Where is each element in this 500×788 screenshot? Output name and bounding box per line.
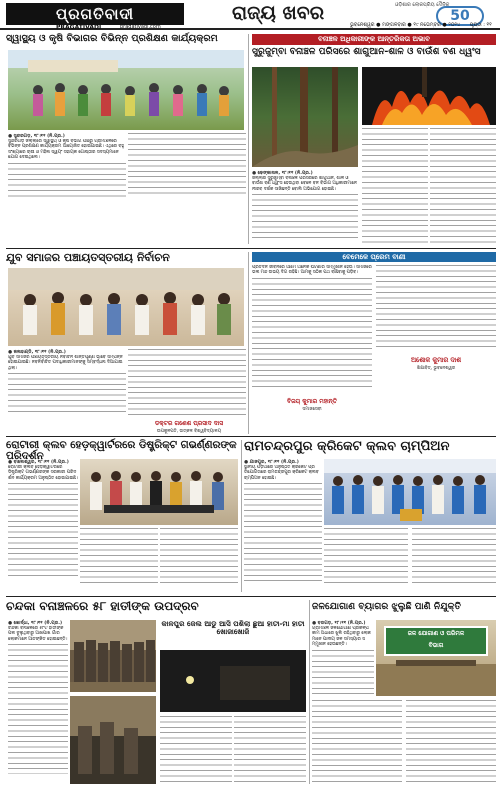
- forest-photo-art: [252, 67, 358, 167]
- story2-body-text: ଜିଲ୍ଲାର ସୁରୁଜୁମ୍ବା ବନାଞ୍ଚଳ ପରିସରରେ ଶାଗୁଆନ, ଶାଳ ଓ ବାଉଁଶ ବଣ ଧ୍ୱଂସ ହେଉଥିବା ବେଳେ ବନ ବିଭାଗ ଅଧିକାରୀମାନେ ନୀରବ ଦର୍ଶକ ସାଜିଛନ୍ତି ବୋଲି ଅଭିଯୋଗ ହୋଇଛି।: [252, 176, 357, 192]
- column-separator-1: [248, 34, 249, 244]
- column-author2: ବିଜୟ କୁମାର ମହାନ୍ତି: [287, 398, 337, 405]
- story6-body-col2: [160, 716, 232, 784]
- story3-photo-art: [8, 268, 244, 346]
- divider-2: [6, 436, 496, 437]
- story4-body-text: ରୋଟାରୀ କ୍ଲବ ହେଡ଼କ୍ୱାର୍ଟରରେ ଡିଷ୍ଟ୍ରିକ୍ଟ ଗଭର୍ଣ୍ଣରଙ୍କ ସରକାରୀ ପରିଦର୍ଶନ କାର୍ଯ୍ୟକ୍ରମ ଅନୁଷ୍ଠିତ ହୋଇଯାଇଛି।: [8, 465, 78, 481]
- story5-body-col3: [412, 528, 496, 586]
- story6-dateline: ● ଖୋର୍ଦ୍ଧା, ୧୮।୧୧ (ନି.ପ୍ର.): [8, 621, 63, 626]
- sign-line1: ଜଳ ଯୋଗାଣ ଓ ପରିମଳ: [407, 630, 465, 637]
- water-photo-art: [376, 620, 496, 696]
- story7-body-col2: [312, 700, 402, 784]
- story5-body: [244, 465, 322, 585]
- column-body-col2: [376, 265, 496, 353]
- issue-date-text: ଭୁବନେଶ୍ୱର ● ମଙ୍ଗଳବାର ● ୧୯ ନଭେମ୍ବର ● ୨୦୨୪: [350, 22, 461, 28]
- story7-photo: [376, 620, 496, 696]
- column-separator-3: [241, 440, 242, 592]
- story4-headline: ରୋଟାରୀ କ୍ଲବ ହେଡ଼କ୍ୱାର୍ଟରରେ ଡିଷ୍ଟ୍ରିକ୍ଟ ଗଭର୍ଣ୍ଣରଙ୍କ ପରିଦର୍ଶନ: [6, 439, 237, 462]
- elephant-photo-art: [70, 620, 156, 692]
- section-title: ରାଜ୍ୟ ଖବର: [232, 2, 325, 24]
- story4-photo-art: [80, 459, 238, 525]
- story6-subheadline: କାଳପୁର ଜେଲ ଆଡୁ ଆସି ପଶିଲା ଛୁଆ ହାତୀ-ମା ହାତୀ ଖୋଜାଖୋଜି: [161, 619, 305, 636]
- story6-body-col3: [234, 716, 306, 784]
- logo-url: pragativadi.com: [120, 24, 161, 30]
- column-separator-2: [248, 252, 249, 434]
- column-author2-title: ସମାଜସେବୀ: [302, 407, 322, 412]
- story6-headline: ଚନ୍ଦକା ବନାଞ୍ଚଳରେ ୫୮ ହାତୀଙ୍କ ଉପଦ୍ରବ: [6, 599, 199, 613]
- story2-dateline: ● ଢେଙ୍କାନାଳ, ୧୮।୧୧ (ନି.ପ୍ର.): [252, 171, 313, 176]
- story1-photo-art: [8, 50, 244, 130]
- story1-headline-block: [6, 34, 246, 48]
- column-author1: ଡକ୍ଟର ଗଣେଶ ପ୍ରସାଦ ଦାସ: [154, 420, 224, 427]
- story2-photo-forest: [252, 67, 358, 167]
- masthead: [0, 0, 500, 30]
- story1-dateline: ● ସୁନ୍ଦରଗଡ଼, ୧୮।୧୧ (ନି.ପ୍ର.): [8, 134, 65, 139]
- story5-body-col2: [324, 528, 408, 586]
- story3-photo: [8, 268, 244, 346]
- story4-body: [8, 465, 78, 585]
- logo-subtitle: PRAGATIVADI: [56, 24, 102, 31]
- story6-body: [8, 626, 68, 784]
- story4-body-col2: [80, 528, 158, 586]
- story5-dateline: ● ଯାଜପୁର, ୧୮।୧୧ (ନି.ପ୍ର.): [244, 460, 299, 465]
- column-author1-block: [130, 420, 248, 434]
- story3-dateline: ● କଳାହାଣ୍ଡି, ୧୮।୧୧ (ନି.ପ୍ର.): [8, 350, 66, 355]
- story2-body-col3: [430, 128, 496, 246]
- column-author2-block: [252, 398, 372, 412]
- newspaper-logo: ପ୍ରଗତିବାଦୀ: [6, 3, 184, 25]
- story1-headline: ସ୍ୱାସ୍ଥ୍ୟ ଓ କୃଷି ବିଭାଗର ବିଭିନ୍ନ ପ୍ରଶିକ୍ଷଣ କାର୍ଯ୍ୟକ୍ରମ: [6, 33, 218, 44]
- story7-dateline: ● ବରଗଡ଼, ୧୮।୧୧ (ନି.ପ୍ର.): [312, 621, 366, 626]
- divider-3: [6, 596, 496, 597]
- story4-body-col3: [160, 528, 238, 586]
- story4-photo: [80, 459, 238, 525]
- story4-dateline: ● ବାଲେଶ୍ୱର, ୧୮।୧୧ (ନି.ପ୍ର.): [8, 460, 69, 465]
- masthead-tagline: ଓଡ଼ିଶାର ଲୋକପ୍ରିୟ ଦୈନିକ: [395, 2, 450, 8]
- story1-body-text: ସୁନ୍ଦରଗଡ଼ ଜିଲ୍ଲାରେ ସ୍ୱାସ୍ଥ୍ୟ ଓ କୃଷି ବିଭାଗ ପକ୍ଷରୁ ଗ୍ରାମାଞ୍ଚଳରେ ବିଭିନ୍ନ ପ୍ରଶିକ୍ଷଣ କାର୍ଯ୍ୟକ୍ରମ ଆୟୋଜିତ ହୋଇଯାଇଛି। ଏଥିରେ ବହୁ ସଂଖ୍ୟାରେ ଚାଷୀ ଓ ମହିଳା ସ୍ୱୟଂ ସହାୟକ ଗୋଷ୍ଠୀର ସଦସ୍ୟମାନେ ଯୋଗ ଦେଇଥିଲେ।: [8, 139, 124, 161]
- sign-line2: ବିଭାଗ: [428, 642, 444, 649]
- column-author3-title: ଶିକ୍ଷାବିତ୍, ଭୁବନେଶ୍ୱର: [416, 366, 456, 371]
- story7-body: [312, 626, 374, 696]
- elephant-photo3-art: [160, 650, 306, 712]
- story6-body-text: ଚନ୍ଦକା ବନାଞ୍ଚଳରେ ୫୮ଟି ହାତୀଙ୍କ ପଲ ବୁଲୁଥିବାରୁ ଆଖପାଖ ଗାଁର ଲୋକମାନେ ଆତଙ୍କିତ ହୋଇଛନ୍ତି।: [8, 626, 68, 642]
- divider-1: [6, 248, 496, 249]
- story2-headline: ସୁରୁଜୁମ୍ବା ବନାଞ୍ଚଳ ପରିସରେ ଶାଗୁଆନ-ଶାଳ ଓ ବାଉଁଶ ବଣ ଧ୍ୱଂସ: [252, 46, 481, 57]
- page-number: ପୃଷ୍ଠା : ୧୧: [469, 22, 492, 28]
- column-headline: ବେମେଳେ ପ୍ରେମ ବାଣୀ: [252, 252, 496, 262]
- story1-body-col2: [128, 133, 246, 199]
- story1-body: [8, 139, 126, 199]
- story7-body-text: ଗ୍ରାମାଞ୍ଚଳ ଜଳଯୋଗାଣ ପ୍ରକଳ୍ପ କାମ ଅଧାରେ ଝୁଲି ରହିଥିବାରୁ ଲୋକମାନେ ପାନୀୟ ଜଳ ସମସ୍ୟାର ସମ୍ମୁଖୀନ ହେଉଛନ୍ତି।: [312, 626, 371, 648]
- story6-photo-elephants: [70, 620, 156, 692]
- story5-body-text: ସ୍ଥାନୀୟ ପଡ଼ିଆରେ ଅନୁଷ୍ଠିତ କ୍ରିକେଟ ପ୍ରତିଯୋଗିତାରେ ରାମଚନ୍ଦ୍ରପୁର କ୍ରିକେଟ କ୍ଲବ ଚାମ୍ପିଅନ ହୋଇଛି।: [244, 465, 319, 481]
- story5-photo-art: [324, 459, 496, 525]
- story7-body-col3: [406, 700, 496, 784]
- story6-photo-3: [160, 650, 306, 712]
- story3-body-text: ଯୁବ ସମାଜର ପଞ୍ଚାୟତସ୍ତରୀୟ ନିର୍ବାଚନ ଶାନ୍ତିପୂର୍ଣ୍ଣ ଭାବେ ସମ୍ପନ୍ନ ହୋଇଯାଇଛି। ନବନିର୍ବାଚିତ ପଦାଧିକାରୀମାନଙ୍କୁ ସମ୍ବର୍ଦ୍ଧନା ଦିଆଯାଇଥିଲା।: [8, 355, 123, 371]
- issue-date: [350, 22, 492, 28]
- column-separator-4: [309, 600, 310, 784]
- story2-kicker: ବନାଞ୍ଚଳ ଅଧିକାରୀଙ୍କ ଆନ୍ତରିକତା ଅଭାବ: [252, 34, 496, 45]
- elephant-photo2-art: [70, 696, 156, 784]
- story2-photo-fire: [362, 67, 496, 125]
- story6-photo-2: [70, 696, 156, 784]
- story2-body: [252, 176, 358, 246]
- story3-body: [8, 355, 126, 419]
- story5-headline: ରାମଚନ୍ଦ୍ରପୁର କ୍ରିକେଟ କ୍ଲବ ଚାମ୍ପିଅନ: [244, 439, 450, 454]
- column-author-block: [376, 356, 496, 371]
- story7-headline: ଜଳଯୋଗାଣ ବ୍ୟାଗର ଝୁଲୁଛି ପାଣି ନିଯୁକ୍ତି: [312, 601, 462, 612]
- column-author3: ଅଶୋକ କୁମାର ଦାଶ: [410, 356, 462, 364]
- fire-photo-art: [362, 67, 496, 125]
- story3-headline: ଯୁବ ସମାଜର ପଞ୍ଚାୟତସ୍ତରୀୟ ନିର୍ବାଚନ: [6, 251, 170, 264]
- column-body-text: ପ୍ରତିଦିନ ଜୀବନରେ ଆମେ ଅନେକ ଘଟଣାର ସମ୍ମୁଖୀନ ହେଉ। ସମାଜରେ ଭଲ ମନ୍ଦ ଉଭୟ ଦିଗ ରହିଛି। ଆମକୁ ସଠିକ ପଥ ବାଛିବାକୁ ପଡ଼ିବ।: [252, 265, 372, 276]
- column-author1-title: ଉପକୁଳପତି, ଉତ୍କଳ ବିଶ୍ୱବିଦ୍ୟାଳୟ: [156, 429, 222, 434]
- story3-body-col2: [128, 349, 246, 419]
- column-body: [252, 265, 372, 395]
- anniversary-badge: 50: [436, 6, 484, 26]
- story2-body-col2: [362, 128, 428, 246]
- story1-photo: [8, 50, 244, 130]
- story5-photo: [324, 459, 496, 525]
